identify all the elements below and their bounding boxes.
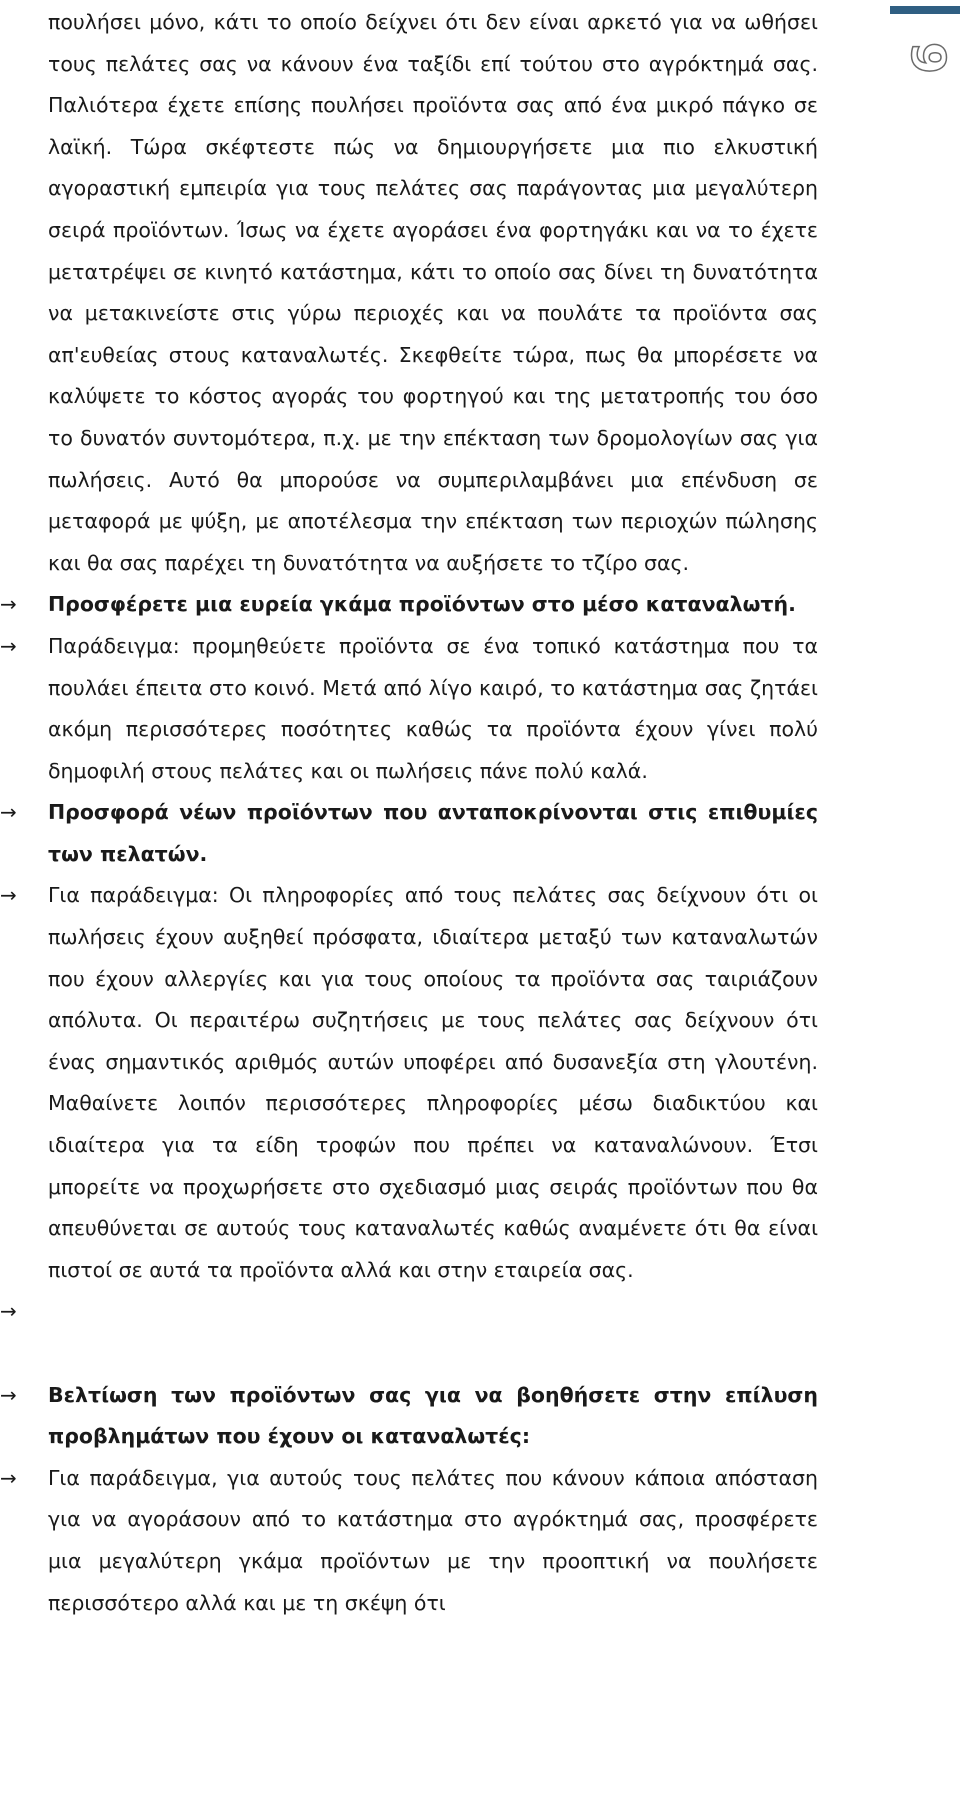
bullet-example-local-store (0, 626, 960, 792)
page-number: 9 (901, 41, 955, 74)
arrow-bullet-icon: → (0, 633, 17, 658)
bullet-text: Προσφέρετε μια ευρεία γκάμα προϊόντων στο μέσο καταναλωτή. (48, 592, 796, 617)
arrow-bullet-icon: → (0, 883, 17, 908)
bullet-text: Για παράδειγμα: Οι πληροφορίες από τους πελάτες σας δείχνουν ότι οι πωλήσεις έχουν αυξηθεί πρόσφατα, ιδιαίτερα μεταξύ των καταναλωτών που έχουν αλλεργίες και για τους οποίους τα προϊόντα σας ταιριάζουν απόλυτα. Οι περαιτέρω συζητήσεις με τους πελάτες σας δείχνουν ότι ένας σημαντικός αριθμός αυτών υποφέρει από δυσανεξία στη γλουτένη. Μαθαίνετε λοιπόν περισσότερες πληροφορίες μέσω διαδικτύου και ιδιαίτερα για τα είδη τροφών που πρέπει να καταναλώνουν. Έτσι μπορείτε να προχωρήσετε στο σχεδιασμό μιας σειράς προϊόντων που θα απευθύνεται σε αυτούς τους καταναλωτές καθώς αναμένετε ότι θα είναι πιστοί σε αυτά τα προϊόντα αλλά και στην εταιρεία σας. (48, 883, 818, 1282)
arrow-bullet-icon: → (0, 592, 17, 617)
arrow-bullet-icon: → (0, 1465, 17, 1490)
arrow-bullet-icon: → (0, 1382, 17, 1407)
document-body (0, 2, 960, 1624)
bullet-example-gluten (0, 875, 960, 1291)
paragraph-text: πουλήσει μόνο, κάτι το οποίο δείχνει ότι δεν είναι αρκετό για να ωθήσει τους πελάτες σας να κάνουν ένα ταξίδι επί τούτου στο αγρόκτημά σας. Παλιότερα έχετε επίσης πουλήσει προϊόντα σας από ένα μικρό πάγκο σε λαϊκή. Τώρα σκέφτεστε πώς να δημιουργήσετε μια πιο ελκυστική αγοραστική εμπειρία για τους πελάτες σας παράγοντας μια μεγαλύτερη σειρά προϊόντων. Ίσως να έχετε αγοράσει ένα φορτηγάκι και να το έχετε μετατρέψει σε κινητό κατάστημα, κάτι το οποίο σας δίνει τη δυνατότητα να μετακινείστε στις γύρω περιοχές και να πουλάτε τα προϊόντα σας απ'ευθείας στους καταναλωτές. Σκεφθείτε τώρα, πως θα μπορέσετε να καλύψετε το κόστος αγοράς του φορτηγού και της μετατροπής του όσο το δυνατόν συντομότερα, π.χ. με την επέκταση των δρομολογίων σας για πωλήσεις. Αυτό θα μπορούσε να συμπεριλαμβάνει μια επένδυση σε μεταφορά με ψύξη, με αποτέλεσμα την επέκταση των περιοχών πώλησης και θα σας παρέχει τη δυνατότητα να αυξήσετε το τζίρο σας. (48, 10, 818, 575)
bullet-heading-wide-range (0, 584, 960, 626)
bullet-text: Βελτίωση των προϊόντων σας για να βοηθήσετε στην επίλυση προβλημάτων που έχουν οι καταναλωτές: (48, 1382, 818, 1449)
bullet-heading-new-products (0, 792, 960, 875)
paragraph-intro-continued (0, 2, 960, 584)
bullet-heading-improve-products (0, 1375, 960, 1458)
bullet-text: Παράδειγμα: προμηθεύετε προϊόντα σε ένα τοπικό κατάστημα που τα πουλάει έπειτα στο κοινό. Μετά από λίγο καιρό, το κατάστημα σας ζητάει ακόμη περισσότερες ποσότητες καθώς τα προϊόντα έχουν γίνει πολύ δημοφιλή στους πελάτες και οι πωλήσεις πάνε πολύ καλά. (48, 633, 818, 783)
arrow-bullet-icon: → (0, 800, 17, 825)
bullet-text: Για παράδειγμα, για αυτούς τους πελάτες που κάνουν κάποια απόσταση για να αγοράσουν από το κατάστημα στο αγρόκτημά σας, προσφέρετε μια μεγαλύτερη γκάμα προϊόντων με την προοπτική να πουλήσετε περισσότερο αλλά και με τη σκέψη ότι (48, 1465, 818, 1615)
spacer-line (0, 1333, 960, 1375)
arrow-bullet-icon: → (0, 1299, 17, 1324)
bullet-text: Προσφορά νέων προϊόντων που ανταποκρίνονται στις επιθυμίες των πελατών. (48, 800, 818, 866)
bullet-example-distance (0, 1458, 960, 1624)
bullet-empty (0, 1291, 960, 1333)
